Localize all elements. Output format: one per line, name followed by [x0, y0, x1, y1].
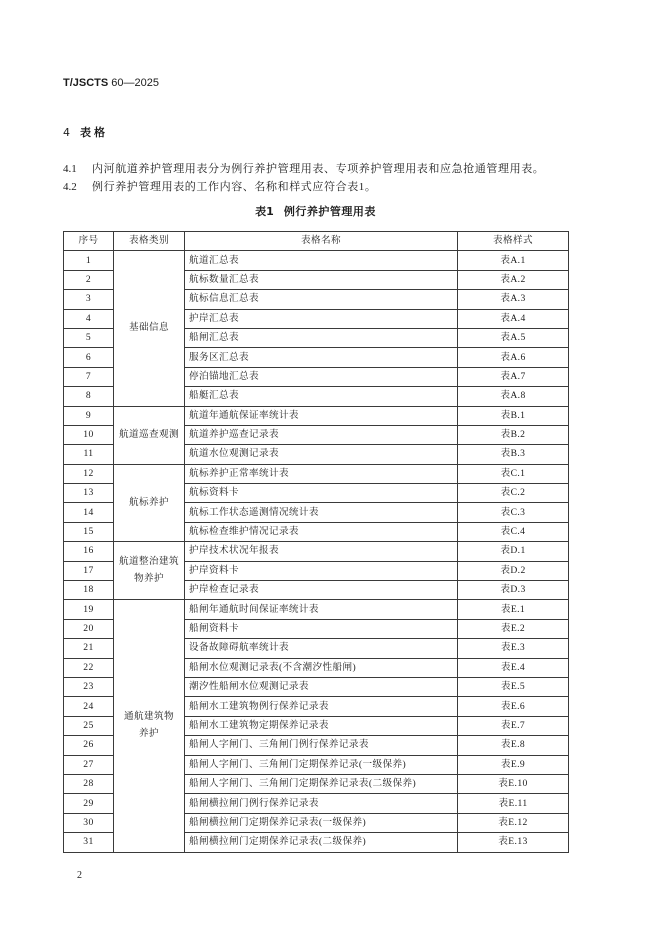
form-name: 设备故障碍航率统计表 [185, 639, 458, 658]
category-cell [114, 542, 185, 600]
row-number: 30 [64, 813, 114, 832]
row-number: 2 [64, 270, 114, 289]
row-number: 1 [64, 251, 114, 270]
column-header-name: 表格名称 [185, 232, 458, 251]
form-style: 表E.8 [458, 736, 569, 755]
table-caption-number: 表1 [255, 205, 274, 218]
form-name: 护岸汇总表 [185, 309, 458, 328]
form-style: 表E.11 [458, 794, 569, 813]
form-style: 表D.2 [458, 561, 569, 580]
form-name: 船闸人字闸门、三角闸门例行保养记录表 [185, 736, 458, 755]
row-number: 5 [64, 328, 114, 347]
form-style: 表E.3 [458, 639, 569, 658]
form-style: 表E.4 [458, 658, 569, 677]
form-style: 表A.2 [458, 270, 569, 289]
section-number: 4 [63, 126, 70, 139]
table-row [64, 464, 569, 483]
form-name: 护岸技术状况年报表 [185, 542, 458, 561]
form-style: 表C.2 [458, 484, 569, 503]
form-name: 船闸横拉闸门定期保养记录表(二级保养) [185, 833, 458, 852]
category-label: 航标养护 [129, 496, 169, 508]
form-style: 表A.3 [458, 290, 569, 309]
category-cell [114, 464, 185, 542]
form-name: 船闸水位观测记录表(不含潮汐性船闸) [185, 658, 458, 677]
form-name: 船闸资料卡 [185, 619, 458, 638]
table-caption-title: 例行养护管理用表 [283, 205, 376, 218]
row-number: 4 [64, 309, 114, 328]
form-name: 航标信息汇总表 [185, 290, 458, 309]
document-code-prefix: T/JSCTS [63, 77, 109, 89]
document-code [63, 77, 159, 90]
form-name: 船艇汇总表 [185, 387, 458, 406]
form-name: 航标检查维护情况记录表 [185, 522, 458, 541]
form-style: 表B.3 [458, 445, 569, 464]
form-name: 航道水位观测记录表 [185, 445, 458, 464]
column-header-category: 表格类别 [114, 232, 185, 251]
form-style: 表A.6 [458, 348, 569, 367]
category-cell [114, 600, 185, 852]
form-style: 表A.8 [458, 387, 569, 406]
form-style: 表B.2 [458, 425, 569, 444]
category-cell [114, 406, 185, 464]
form-name: 航标资料卡 [185, 484, 458, 503]
row-number: 28 [64, 774, 114, 793]
row-number: 23 [64, 677, 114, 696]
row-number: 17 [64, 561, 114, 580]
form-style: 表A.7 [458, 367, 569, 386]
form-style: 表E.10 [458, 774, 569, 793]
form-style: 表A.5 [458, 328, 569, 347]
row-number: 13 [64, 484, 114, 503]
category-label: 航道巡查观测 [119, 428, 179, 440]
clause-4-2 [63, 180, 377, 194]
row-number: 31 [64, 833, 114, 852]
row-number: 8 [64, 387, 114, 406]
page-number: 2 [77, 870, 82, 881]
form-style: 表A.1 [458, 251, 569, 270]
form-style: 表E.7 [458, 716, 569, 735]
category-label: 基础信息 [129, 322, 169, 334]
category-label: 物养护 [134, 572, 164, 584]
form-style: 表C.3 [458, 503, 569, 522]
form-name: 航标养护正常率统计表 [185, 464, 458, 483]
form-name: 航道年通航保证率统计表 [185, 406, 458, 425]
row-number: 19 [64, 600, 114, 619]
row-number: 24 [64, 697, 114, 716]
row-number: 14 [64, 503, 114, 522]
form-style: 表E.2 [458, 619, 569, 638]
form-name: 护岸资料卡 [185, 561, 458, 580]
form-style: 表D.3 [458, 581, 569, 600]
row-number: 20 [64, 619, 114, 638]
section-heading [63, 126, 108, 140]
form-name: 航道养护巡查记录表 [185, 425, 458, 444]
row-number: 3 [64, 290, 114, 309]
row-number: 26 [64, 736, 114, 755]
form-name: 船闸横拉闸门定期保养记录表(一级保养) [185, 813, 458, 832]
form-style: 表A.4 [458, 309, 569, 328]
table-row [64, 600, 569, 619]
row-number: 25 [64, 716, 114, 735]
row-number: 10 [64, 425, 114, 444]
form-style: 表E.6 [458, 697, 569, 716]
row-number: 6 [64, 348, 114, 367]
form-style: 表E.13 [458, 833, 569, 852]
form-name: 航标数量汇总表 [185, 270, 458, 289]
clause-4-1 [63, 162, 544, 176]
form-style: 表E.1 [458, 600, 569, 619]
category-label: 养护 [139, 727, 159, 739]
column-header-style: 表格样式 [458, 232, 569, 251]
form-name: 船闸水工建筑物例行保养记录表 [185, 697, 458, 716]
form-name: 船闸人字闸门、三角闸门定期保养记录表(二级保养) [185, 774, 458, 793]
form-name: 护岸检查记录表 [185, 581, 458, 600]
table-header [64, 232, 569, 251]
form-style: 表E.12 [458, 813, 569, 832]
form-style: 表C.4 [458, 522, 569, 541]
form-style: 表D.1 [458, 542, 569, 561]
form-name: 船闸横拉闸门例行保养记录表 [185, 794, 458, 813]
row-number: 29 [64, 794, 114, 813]
form-name: 船闸汇总表 [185, 328, 458, 347]
row-number: 9 [64, 406, 114, 425]
column-header-number: 序号 [64, 232, 114, 251]
row-number: 11 [64, 445, 114, 464]
table-header-row [64, 232, 569, 251]
row-number: 21 [64, 639, 114, 658]
form-name: 船闸人字闸门、三角闸门定期保养记录(一级保养) [185, 755, 458, 774]
form-name: 船闸水工建筑物定期保养记录表 [185, 716, 458, 735]
table-row [64, 251, 569, 270]
form-name: 船闸年通航时间保证率统计表 [185, 600, 458, 619]
row-number: 22 [64, 658, 114, 677]
row-number: 15 [64, 522, 114, 541]
table-row [64, 542, 569, 561]
form-name: 航标工作状态遥测情况统计表 [185, 503, 458, 522]
form-name: 服务区汇总表 [185, 348, 458, 367]
clause-number: 4.2 [63, 181, 77, 193]
section-title: 表格 [80, 126, 108, 139]
routine-maintenance-forms-table [63, 231, 569, 853]
row-number: 7 [64, 367, 114, 386]
form-name: 潮汐性船闸水位观测记录表 [185, 677, 458, 696]
row-number: 18 [64, 581, 114, 600]
category-label: 通航建筑物 [124, 711, 174, 723]
row-number: 16 [64, 542, 114, 561]
clause-text: 内河航道养护管理用表分为例行养护管理用表、专项养护管理用表和应急抢通管理用表。 [92, 163, 545, 175]
clause-number: 4.1 [63, 163, 77, 175]
category-cell [114, 251, 185, 406]
row-number: 27 [64, 755, 114, 774]
document-code-number: 60—2025 [111, 77, 159, 89]
form-style: 表E.5 [458, 677, 569, 696]
form-style: 表E.9 [458, 755, 569, 774]
table-body [64, 251, 569, 852]
clause-text: 例行养护管理用表的工作内容、名称和样式应符合表1。 [92, 181, 377, 193]
category-label: 航道整治建筑 [119, 556, 179, 568]
form-style: 表C.1 [458, 464, 569, 483]
table-caption [63, 205, 568, 219]
table-row [64, 406, 569, 425]
form-name: 停泊锚地汇总表 [185, 367, 458, 386]
form-name: 航道汇总表 [185, 251, 458, 270]
row-number: 12 [64, 464, 114, 483]
form-style: 表B.1 [458, 406, 569, 425]
